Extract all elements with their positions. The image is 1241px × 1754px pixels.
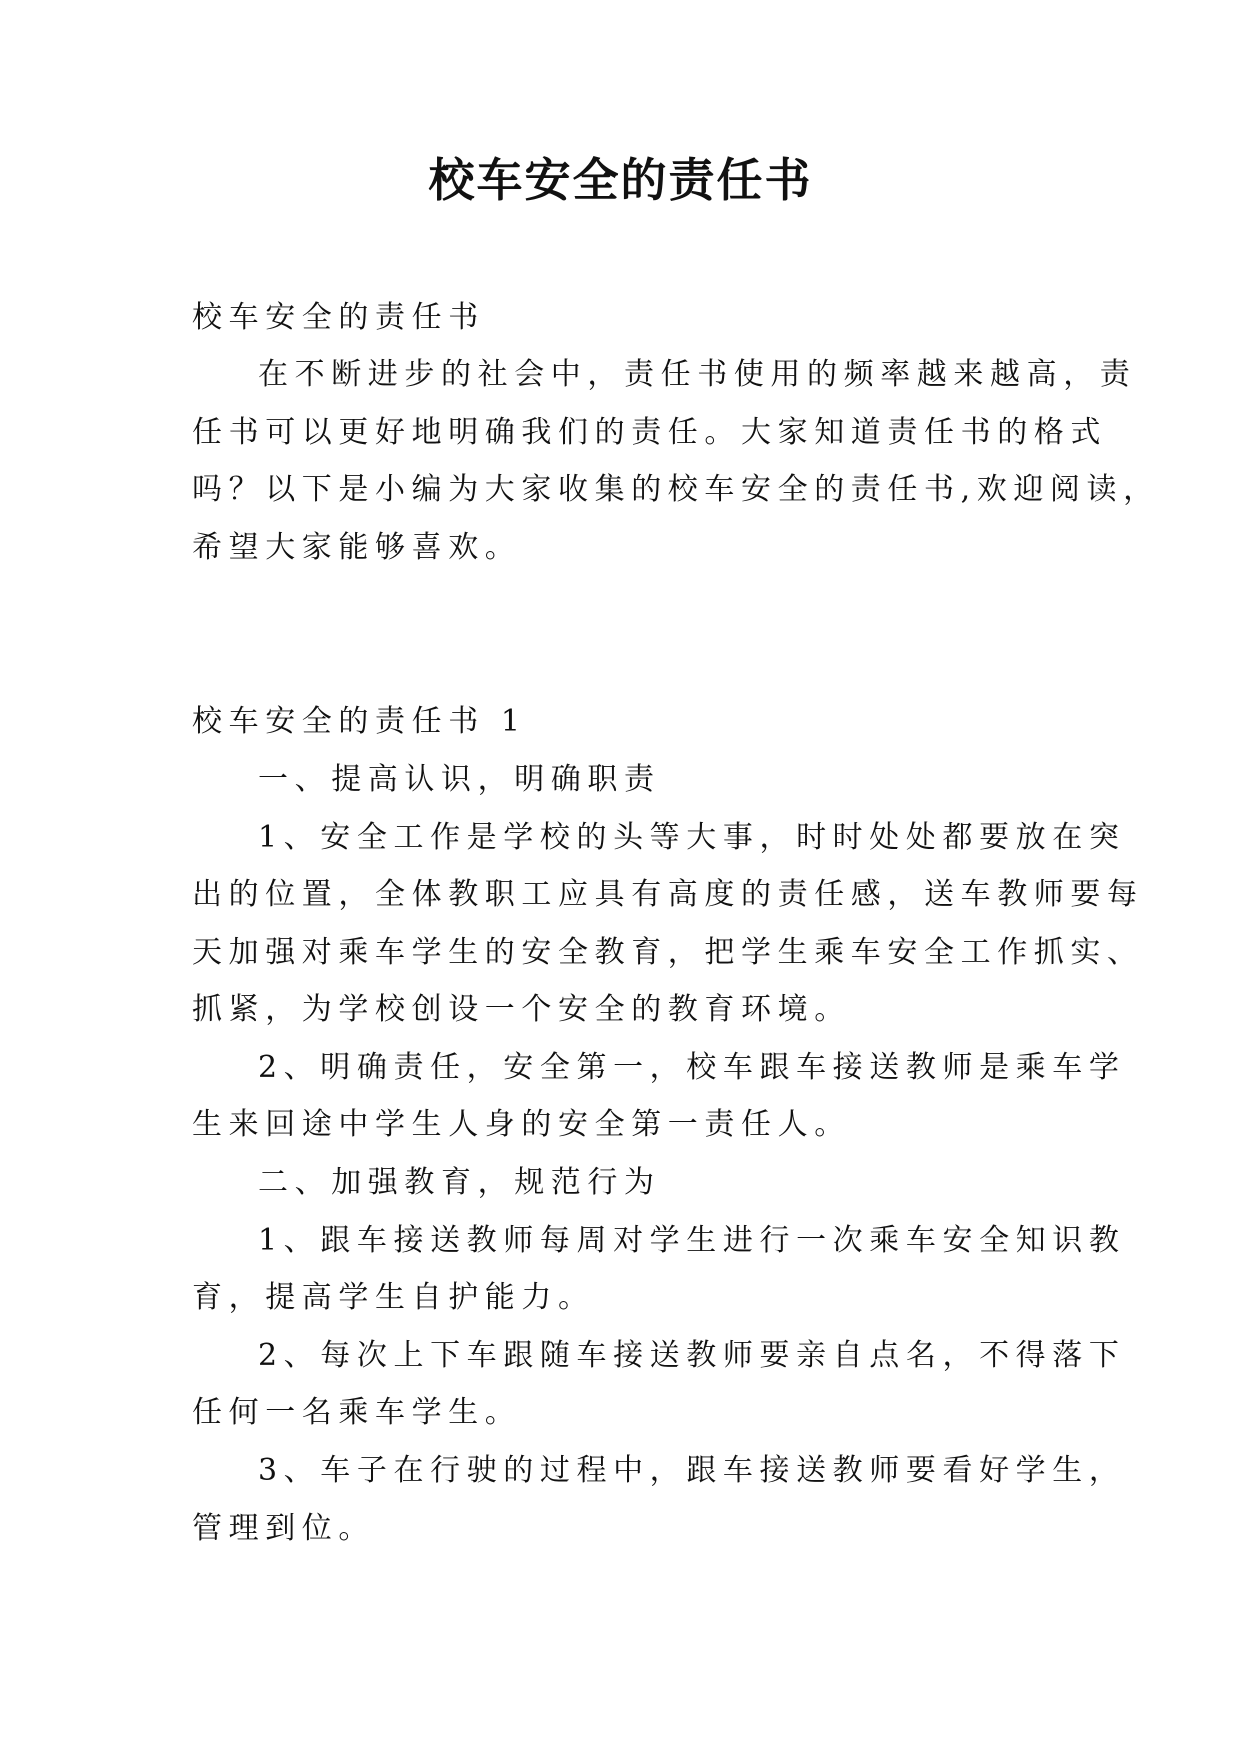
section-heading: 校车安全的责任书 1 (192, 704, 527, 739)
body-line: 生来回途中学生人身的安全第一责任人。 (192, 1107, 851, 1142)
intro-line: 任书可以更好地明确我们的责任。大家知道责任书的格式 (192, 415, 1107, 450)
subheading: 一、提高认识，明确职责 (258, 762, 661, 797)
body-line: 管理到位。 (192, 1511, 375, 1546)
subheading: 二、加强教育，规范行为 (258, 1165, 661, 1200)
intro-line: 希望大家能够喜欢。 (192, 530, 522, 565)
body-line: 1、跟车接送教师每周对学生进行一次乘车安全知识教 (258, 1223, 1126, 1258)
body-line: 任何一名乘车学生。 (192, 1395, 522, 1430)
document-title: 校车安全的责任书 (428, 153, 813, 207)
body-line: 2、每次上下车跟随车接送教师要亲自点名，不得落下 (258, 1338, 1126, 1373)
intro-line: 吗？以下是小编为大家收集的校车安全的责任书,欢迎阅读， (192, 472, 1160, 507)
intro-line: 在不断进步的社会中，责任书使用的频率越来越高，责 (258, 357, 1137, 392)
body-line: 2、明确责任，安全第一，校车跟车接送教师是乘车学 (258, 1050, 1126, 1085)
body-line: 天加强对乘车学生的安全教育，把学生乘车安全工作抓实、 (192, 935, 1144, 970)
body-line: 育，提高学生自护能力。 (192, 1280, 595, 1315)
body-line: 1、安全工作是学校的头等大事，时时处处都要放在突 (258, 820, 1126, 855)
body-line: 3、车子在行驶的过程中，跟车接送教师要看好学生， (258, 1453, 1126, 1488)
body-line: 抓紧，为学校创设一个安全的教育环境。 (192, 992, 851, 1027)
body-line: 出的位置，全体教职工应具有高度的责任感，送车教师要每 (192, 877, 1144, 912)
section-heading: 校车安全的责任书 (192, 300, 485, 335)
